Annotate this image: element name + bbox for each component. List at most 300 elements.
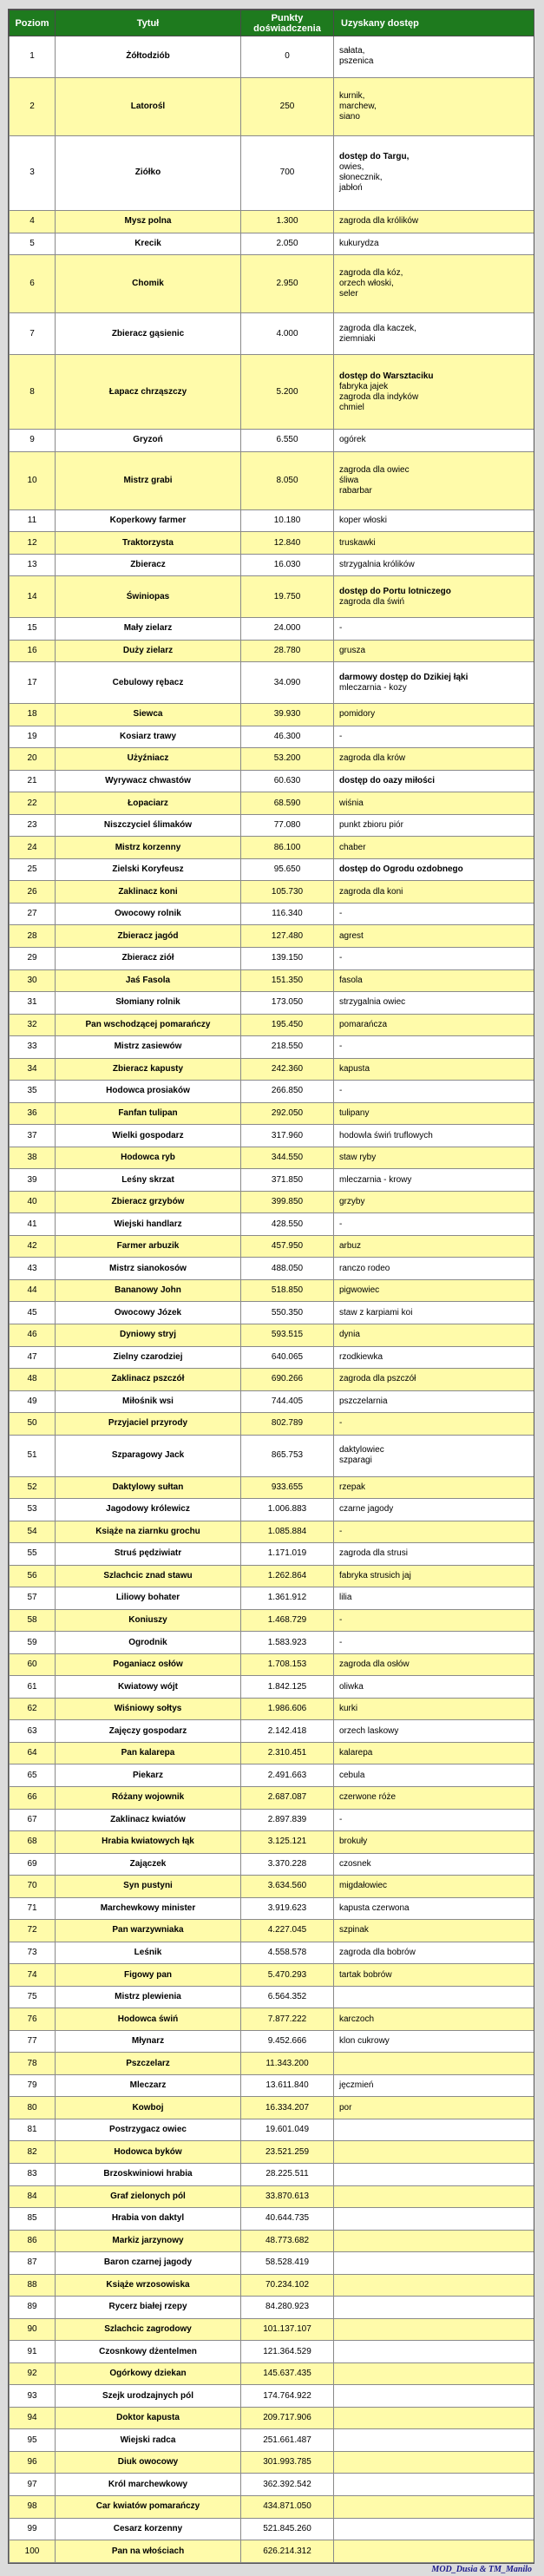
title-cell: Zbieracz [56, 554, 241, 576]
title-cell: Cebulowy rębacz [56, 662, 241, 704]
access-cell [334, 1786, 535, 1809]
level-cell: 48 [10, 1369, 56, 1391]
level-cell: 57 [10, 1587, 56, 1610]
header-points: Punkty doświadczenia [241, 10, 334, 36]
title-cell: Mistrz zasiewów [56, 1036, 241, 1059]
access-cell [334, 1147, 535, 1169]
title-cell: Łopaciarz [56, 792, 241, 815]
access-line: rzepak [339, 1482, 366, 1492]
access-cell [334, 1369, 535, 1391]
access-line: koper włoski [339, 516, 388, 525]
points-cell: 121.364.529 [241, 2341, 334, 2363]
points-cell: 1.262.864 [241, 1565, 334, 1587]
level-cell: 46 [10, 1324, 56, 1347]
access-line: wiśnia [339, 798, 364, 808]
level-cell: 18 [10, 704, 56, 726]
level-cell: 6 [10, 255, 56, 313]
access-cell [334, 1609, 535, 1632]
title-cell: Bananowy John [56, 1279, 241, 1302]
level-cell: 96 [10, 2451, 56, 2474]
table-row [10, 858, 535, 881]
access-line: - [339, 1615, 343, 1625]
points-cell: 2.897.839 [241, 1809, 334, 1831]
access-cell [334, 1587, 535, 1610]
level-cell: 78 [10, 2053, 56, 2075]
access-cell [334, 1632, 535, 1654]
access-cell [334, 2053, 535, 2075]
title-cell: Wiejski handlarz [56, 1213, 241, 1236]
access-line: zagroda dla owiec [339, 464, 410, 475]
access-line: arbuz [339, 1241, 362, 1252]
points-cell: 362.392.542 [241, 2474, 334, 2496]
points-cell: 101.137.107 [241, 2318, 334, 2341]
points-cell: 399.850 [241, 1191, 334, 1213]
points-cell: 10.180 [241, 509, 334, 532]
level-cell: 22 [10, 792, 56, 815]
levels-table-frame [8, 9, 534, 2564]
table-row [10, 704, 535, 726]
level-cell: 54 [10, 1521, 56, 1543]
access-cell [334, 969, 535, 992]
table-row [10, 1587, 535, 1610]
access-cell [334, 2540, 535, 2563]
points-cell: 2.142.418 [241, 1720, 334, 1743]
table-row [10, 36, 535, 78]
level-cell: 31 [10, 992, 56, 1015]
table-row [10, 2119, 535, 2141]
table-row [10, 792, 535, 815]
title-cell: Hodowca prosiaków [56, 1081, 241, 1103]
points-cell: 46.300 [241, 726, 334, 748]
points-cell: 1.708.153 [241, 1653, 334, 1676]
access-cell [334, 2474, 535, 2496]
table-row [10, 1499, 535, 1521]
level-cell: 16 [10, 640, 56, 662]
access-line: fasola [339, 975, 363, 985]
table-row [10, 2030, 535, 2053]
title-cell: Ziółko [56, 135, 241, 210]
level-cell: 56 [10, 1565, 56, 1587]
access-cell [334, 554, 535, 576]
access-cell [334, 2119, 535, 2141]
title-cell: Zbieracz jagód [56, 925, 241, 948]
level-cell: 88 [10, 2274, 56, 2297]
table-row [10, 903, 535, 925]
title-cell: Przyjaciel przyrody [56, 1413, 241, 1436]
points-cell: 933.655 [241, 1476, 334, 1499]
table-row [10, 2252, 535, 2275]
level-cell: 82 [10, 2141, 56, 2164]
access-line: - [339, 1637, 343, 1647]
access-cell [334, 1213, 535, 1236]
points-cell: 105.730 [241, 881, 334, 904]
level-cell: 17 [10, 662, 56, 704]
access-line: strzygalnia owiec [339, 997, 406, 1008]
title-cell: Wyrywacz chwastów [56, 770, 241, 792]
table-row [10, 1876, 535, 1898]
title-cell: Pan wschodzącej pomarańczy [56, 1014, 241, 1036]
access-line: - [339, 623, 343, 634]
title-cell: Baron czarnej jagody [56, 2252, 241, 2275]
access-line: pszczelarnia [339, 1396, 388, 1406]
points-cell: 19.750 [241, 576, 334, 618]
access-cell [334, 2141, 535, 2164]
table-row [10, 1986, 535, 2008]
title-cell: Struś pędziwiatr [56, 1543, 241, 1566]
level-cell: 98 [10, 2495, 56, 2518]
table-row [10, 233, 535, 255]
access-cell [334, 1653, 535, 1676]
access-line: jabłoń [339, 183, 363, 194]
level-cell: 5 [10, 233, 56, 255]
access-line: staw z karpiami koi [339, 1307, 413, 1318]
points-cell: 28.225.511 [241, 2164, 334, 2186]
table-row [10, 2053, 535, 2075]
title-cell: Diuk owocowy [56, 2451, 241, 2474]
access-line: siano [339, 111, 360, 122]
access-line: czerwone róże [339, 1792, 397, 1803]
table-row [10, 618, 535, 641]
title-cell: Mały zielarz [56, 618, 241, 641]
access-line: grusza [339, 646, 366, 655]
points-cell: 2.687.087 [241, 1786, 334, 1809]
access-cell [334, 135, 535, 210]
table-row [10, 554, 535, 576]
access-cell [334, 1742, 535, 1764]
points-cell: 70.234.102 [241, 2274, 334, 2297]
level-cell: 50 [10, 1413, 56, 1436]
header-title: Tytuł [56, 10, 241, 36]
level-cell: 10 [10, 451, 56, 509]
points-cell: 4.227.045 [241, 1920, 334, 1942]
table-row [10, 814, 535, 837]
access-line: pomarańcza [339, 1019, 388, 1029]
title-cell: Zajączek [56, 1853, 241, 1876]
table-row [10, 925, 535, 948]
access-line: kalarepa [339, 1748, 373, 1758]
table-row [10, 2185, 535, 2208]
access-line: fabryka jajek [339, 381, 389, 391]
level-cell: 66 [10, 1786, 56, 1809]
access-cell [334, 1876, 535, 1898]
title-cell: Zbieracz ziół [56, 947, 241, 969]
access-line: migdałowiec [339, 1881, 388, 1891]
title-cell: Zbieracz kapusty [56, 1058, 241, 1081]
table-row [10, 1786, 535, 1809]
access-cell [334, 1809, 535, 1831]
title-cell: Mistrz plewienia [56, 1986, 241, 2008]
access-cell [334, 313, 535, 355]
title-cell: Ogrodnik [56, 1632, 241, 1654]
title-cell: Niszczyciel ślimaków [56, 814, 241, 837]
table-row [10, 2008, 535, 2031]
title-cell: Ogórkowy dziekan [56, 2362, 241, 2385]
access-line: kurnik, [339, 90, 365, 101]
table-row [10, 1653, 535, 1676]
access-cell [334, 576, 535, 618]
table-row [10, 355, 535, 430]
title-cell: Fanfan tulipan [56, 1102, 241, 1125]
access-cell [334, 1897, 535, 1920]
points-cell: 802.789 [241, 1413, 334, 1436]
title-cell: Szlachcic znad stawu [56, 1565, 241, 1587]
table-row [10, 509, 535, 532]
points-cell: 428.550 [241, 1213, 334, 1236]
level-cell: 81 [10, 2119, 56, 2141]
access-cell [334, 2341, 535, 2363]
points-cell: 690.266 [241, 1369, 334, 1391]
access-line: sałata, [339, 46, 365, 56]
points-cell: 626.214.312 [241, 2540, 334, 2563]
title-cell: Różany wojownik [56, 1786, 241, 1809]
access-line: zagroda dla królików [339, 216, 419, 227]
table-row [10, 255, 535, 313]
title-cell: Chomik [56, 255, 241, 313]
title-cell: Hrabia kwiatowych łąk [56, 1831, 241, 1854]
level-cell: 74 [10, 1964, 56, 1987]
table-row [10, 1676, 535, 1699]
access-cell [334, 2318, 535, 2341]
title-cell: Markiz jarzynowy [56, 2230, 241, 2252]
table-body [10, 36, 535, 2563]
access-line: - [339, 1814, 343, 1824]
points-cell: 518.850 [241, 1279, 334, 1302]
table-row [10, 1413, 535, 1436]
table-row [10, 2141, 535, 2164]
points-cell: 9.452.666 [241, 2030, 334, 2053]
title-cell: Rycerz białej rzepy [56, 2297, 241, 2319]
level-cell: 19 [10, 726, 56, 748]
title-cell: Mleczarz [56, 2074, 241, 2097]
table-row [10, 2230, 535, 2252]
table-row [10, 2540, 535, 2563]
title-cell: Dyniowy stryj [56, 1324, 241, 1347]
title-cell: Kosiarz trawy [56, 726, 241, 748]
access-cell [334, 1346, 535, 1369]
title-cell: Hodowca świń [56, 2008, 241, 2031]
levels-table [9, 10, 534, 2563]
table-row [10, 2274, 535, 2297]
level-cell: 23 [10, 814, 56, 837]
title-cell: Koperkowy farmer [56, 509, 241, 532]
access-cell [334, 2274, 535, 2297]
access-cell [334, 1081, 535, 1103]
points-cell: 1.842.125 [241, 1676, 334, 1699]
level-cell: 3 [10, 135, 56, 210]
title-cell: Pan kalarepa [56, 1742, 241, 1764]
access-line: orzech włoski, [339, 279, 394, 289]
title-cell: Mistrz sianokosów [56, 1258, 241, 1280]
level-cell: 85 [10, 2208, 56, 2231]
access-cell [334, 36, 535, 78]
access-cell [334, 1831, 535, 1854]
points-cell: 40.644.735 [241, 2208, 334, 2231]
access-line: lilia [339, 1593, 352, 1603]
title-cell: Figowy pan [56, 1964, 241, 1987]
points-cell: 434.871.050 [241, 2495, 334, 2518]
access-line: kapusta [339, 1063, 370, 1074]
table-row [10, 837, 535, 859]
table-row [10, 1147, 535, 1169]
title-cell: Piekarz [56, 1764, 241, 1787]
points-cell: 640.065 [241, 1346, 334, 1369]
title-cell: Traktorzysta [56, 532, 241, 555]
access-line: dynia [339, 1330, 360, 1340]
level-cell: 25 [10, 858, 56, 881]
points-cell: 174.764.922 [241, 2385, 334, 2408]
table-row [10, 1036, 535, 1059]
level-cell: 35 [10, 1081, 56, 1103]
title-cell: Kwiatowy wójt [56, 1676, 241, 1699]
title-cell: Zielski Koryfeusz [56, 858, 241, 881]
access-cell [334, 1676, 535, 1699]
points-cell: 68.590 [241, 792, 334, 815]
title-cell: Wielki gospodarz [56, 1125, 241, 1147]
access-line: por [339, 2102, 352, 2113]
access-line: szpinak [339, 1925, 369, 1935]
access-cell [334, 618, 535, 641]
title-cell: Hrabia von daktyl [56, 2208, 241, 2231]
table-row [10, 430, 535, 452]
title-cell: Krecik [56, 233, 241, 255]
table-row [10, 2164, 535, 2186]
points-cell: 344.550 [241, 1147, 334, 1169]
access-cell [334, 2164, 535, 2186]
access-line: zagroda dla kaczek, [339, 323, 416, 333]
access-cell [334, 2185, 535, 2208]
table-row [10, 2362, 535, 2385]
level-cell: 77 [10, 2030, 56, 2053]
access-cell [334, 1521, 535, 1543]
title-cell: Car kwiatów pomarańczy [56, 2495, 241, 2518]
access-line: chaber [339, 842, 366, 852]
title-cell: Graf zielonych pól [56, 2185, 241, 2208]
table-row [10, 2495, 535, 2518]
access-line: grzyby [339, 1197, 365, 1207]
title-cell: Poganiacz osłów [56, 1653, 241, 1676]
access-line: dostęp do Warsztaciku [339, 371, 434, 381]
title-cell: Miłośnik wsi [56, 1390, 241, 1413]
points-cell: 521.845.260 [241, 2518, 334, 2540]
access-line: cebula [339, 1770, 365, 1780]
points-cell: 33.870.613 [241, 2185, 334, 2208]
title-cell: Łapacz chrząszczy [56, 355, 241, 430]
points-cell: 1.583.923 [241, 1632, 334, 1654]
title-cell: Syn pustyni [56, 1876, 241, 1898]
access-cell [334, 1125, 535, 1147]
level-cell: 47 [10, 1346, 56, 1369]
access-line: tartak bobrów [339, 1969, 392, 1980]
level-cell: 60 [10, 1653, 56, 1676]
points-cell: 58.528.419 [241, 2252, 334, 2275]
level-cell: 32 [10, 1014, 56, 1036]
access-cell [334, 2518, 535, 2540]
access-cell [334, 1302, 535, 1324]
access-cell [334, 1191, 535, 1213]
level-cell: 62 [10, 1698, 56, 1720]
points-cell: 23.521.259 [241, 2141, 334, 2164]
access-line: fabryka strusich jaj [339, 1570, 411, 1580]
access-line: ogórek [339, 435, 366, 445]
level-cell: 40 [10, 1191, 56, 1213]
access-line: dostęp do Portu lotniczego [339, 586, 451, 596]
points-cell: 700 [241, 135, 334, 210]
access-line: - [339, 1219, 343, 1229]
access-line: hodowla świń truflowych [339, 1130, 433, 1140]
table-row [10, 1279, 535, 1302]
points-cell: 3.370.228 [241, 1853, 334, 1876]
access-cell [334, 2030, 535, 2053]
access-cell [334, 748, 535, 771]
table-row [10, 313, 535, 355]
points-cell: 251.661.487 [241, 2429, 334, 2452]
access-line: marchew, [339, 101, 377, 111]
access-cell [334, 1476, 535, 1499]
points-cell: 5.200 [241, 355, 334, 430]
access-cell [334, 2451, 535, 2474]
access-cell [334, 814, 535, 837]
table-row [10, 1169, 535, 1192]
table-row [10, 1235, 535, 1258]
points-cell: 139.150 [241, 947, 334, 969]
table-row [10, 1632, 535, 1654]
table-row [10, 1258, 535, 1280]
level-cell: 34 [10, 1058, 56, 1081]
level-cell: 87 [10, 2252, 56, 2275]
table-row [10, 2474, 535, 2496]
points-cell: 116.340 [241, 903, 334, 925]
level-cell: 94 [10, 2407, 56, 2429]
access-line: dostęp do oazy miłości [339, 776, 436, 785]
access-line: klon cukrowy [339, 2036, 390, 2047]
table-row [10, 969, 535, 992]
access-cell [334, 1986, 535, 2008]
access-cell [334, 1390, 535, 1413]
access-cell [334, 2495, 535, 2518]
level-cell: 1 [10, 36, 56, 78]
table-row [10, 640, 535, 662]
access-line: punkt zbioru piór [339, 820, 403, 831]
access-line: zagroda dla koni [339, 886, 403, 897]
access-cell [334, 726, 535, 748]
table-row [10, 1476, 535, 1499]
points-cell: 6.564.352 [241, 1986, 334, 2008]
points-cell: 12.840 [241, 532, 334, 555]
table-row [10, 2074, 535, 2097]
title-cell: Gryzoń [56, 430, 241, 452]
points-cell: 1.300 [241, 211, 334, 233]
table-row [10, 1942, 535, 1964]
level-cell: 90 [10, 2318, 56, 2341]
table-row [10, 2407, 535, 2429]
points-cell: 145.637.435 [241, 2362, 334, 2385]
title-cell: Mistrz grabi [56, 451, 241, 509]
access-cell [334, 704, 535, 726]
table-row [10, 1920, 535, 1942]
table-row [10, 2208, 535, 2231]
access-cell [334, 2097, 535, 2119]
points-cell: 218.550 [241, 1036, 334, 1059]
access-cell [334, 2362, 535, 2385]
access-line: orzech laskowy [339, 1725, 399, 1736]
title-cell: Postrzygacz owiec [56, 2119, 241, 2141]
points-cell: 550.350 [241, 1302, 334, 1324]
access-cell [334, 211, 535, 233]
header-level: Poziom [10, 10, 56, 36]
title-cell: Zajęczy gospodarz [56, 1720, 241, 1743]
level-cell: 4 [10, 211, 56, 233]
level-cell: 72 [10, 1920, 56, 1942]
